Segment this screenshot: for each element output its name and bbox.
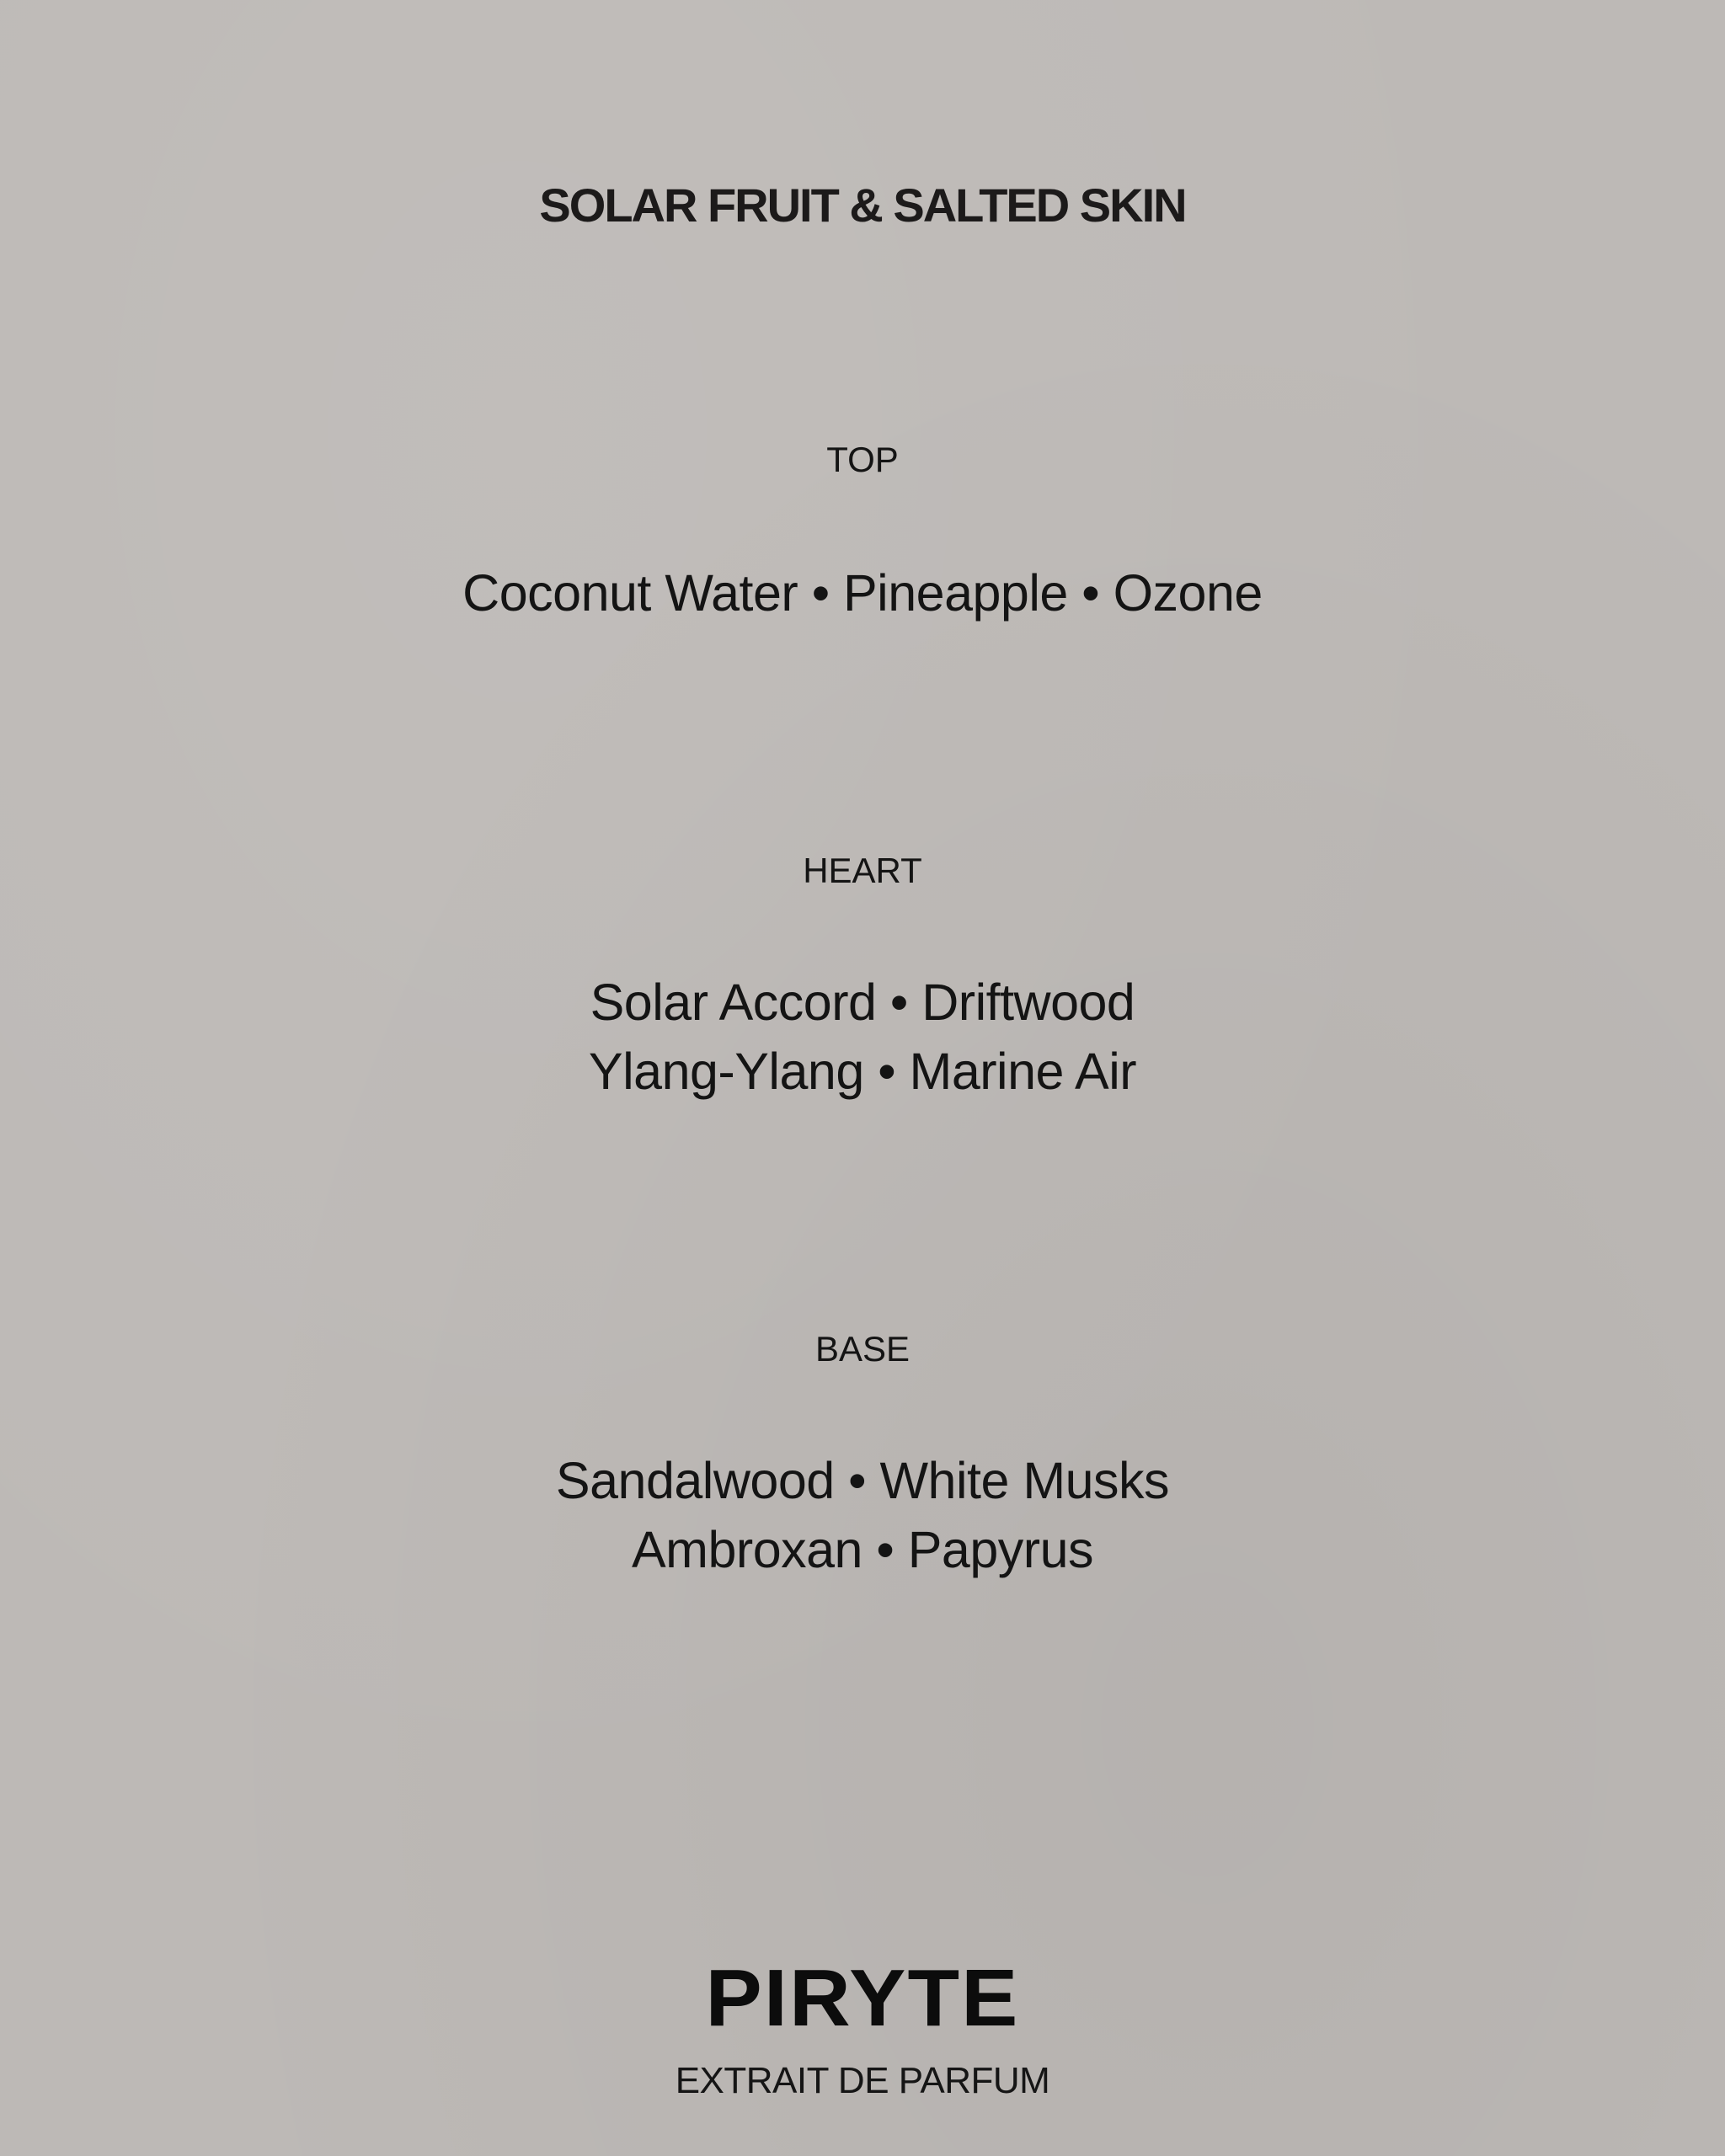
heart-notes-line-1: Solar Accord • Driftwood bbox=[590, 974, 1135, 1031]
brand-logo: PIRYTE bbox=[705, 1953, 1020, 2043]
section-label-heart: HEART bbox=[803, 851, 922, 890]
section-label-top: TOP bbox=[826, 440, 899, 479]
base-notes-line-2: Ambroxan • Papyrus bbox=[631, 1521, 1094, 1578]
fragrance-title: SOLAR FRUIT & SALTED SKIN bbox=[539, 179, 1186, 232]
section-label-base: BASE bbox=[814, 1329, 911, 1369]
heart-notes-line-2: Ylang-Ylang • Marine Air bbox=[588, 1043, 1137, 1100]
product-type: EXTRAIT DE PARFUM bbox=[675, 2060, 1050, 2101]
base-notes-line-1: Sandalwood • White Musks bbox=[555, 1452, 1170, 1509]
top-notes: Coconut Water • Pineapple • Ozone bbox=[462, 564, 1263, 622]
